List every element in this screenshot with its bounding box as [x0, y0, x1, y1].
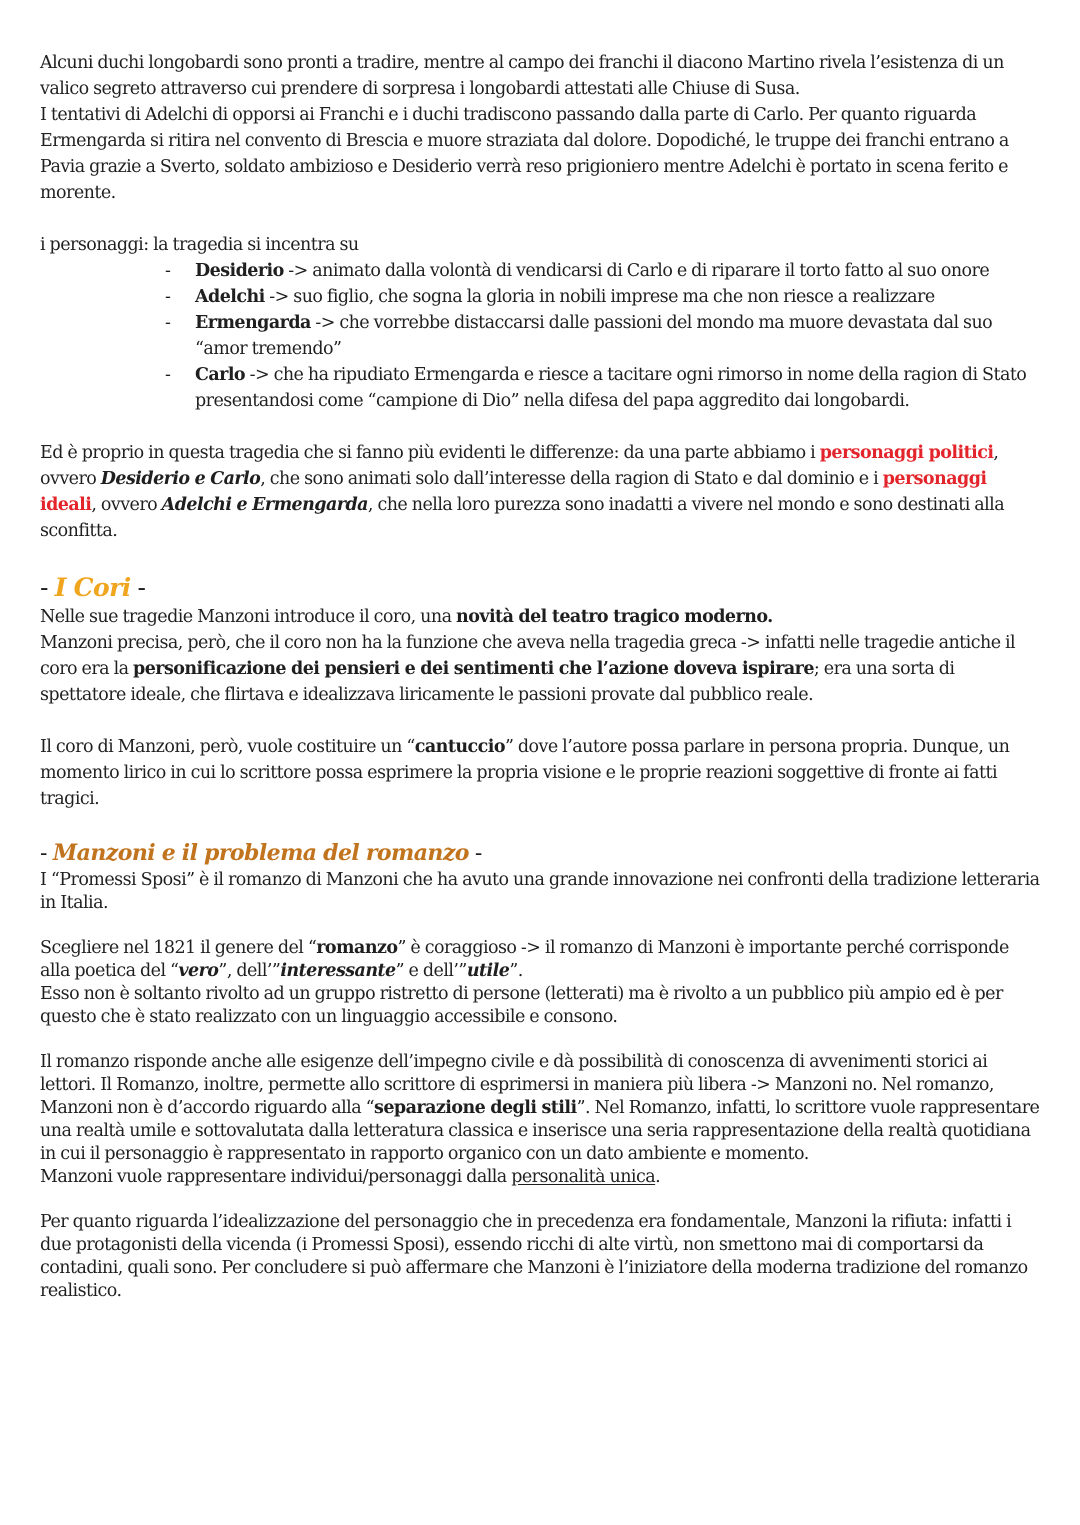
- cori-paragraph-1: Nelle sue tragedie Manzoni introduce il coro, una novità del teatro tragico moderno.: [40, 607, 773, 627]
- character-name: Adelchi: [195, 287, 265, 307]
- intro-paragraph-2: I tentativi di Adelchi di opporsi ai Franchi e i duchi tradiscono passando dalla parte di Carlo. Per quanto riguarda Ermengarda si ritira nel convento di Brescia e muore straziata dal dolore. Dopodiché, le truppe dei franchi entrano a Pavia grazie a Sverto, soldato ambizioso e Desiderio verrà reso prigioniero mentre Adelchi è portato in scena ferito e morente.: [40, 105, 1009, 203]
- political-characters-names: Desiderio e Carlo: [100, 469, 261, 489]
- bullet-dash: -: [165, 313, 171, 333]
- romanzo-paragraph-3: Esso non è soltanto rivolto ad un gruppo ristretto di persone (letterati) ma è rivolto a un pubblico più ampio ed è per questo che è stato realizzato con un linguaggio accessibile e consono.: [40, 984, 1003, 1027]
- character-description: -> animato dalla volontà di vendicarsi di Carlo e di riparare il torto fatto al suo onore: [283, 261, 990, 281]
- list-item: [165, 284, 1040, 310]
- romanzo-paragraph-2: Scegliere nel 1821 il genere del “romanzo” è coraggioso -> il romanzo di Manzoni è importante perché corrisponde alla poetica del “vero”, dell’”interessante” e dell’”utile”.: [40, 938, 1009, 981]
- section-title: Manzoni e il problema del romanzo: [52, 840, 469, 866]
- list-item: [165, 310, 1040, 362]
- section-heading-romanzo: - Manzoni e il problema del romanzo -: [40, 840, 482, 866]
- characters-lead: i personaggi: la tragedia si incentra su: [40, 235, 359, 255]
- list-item: [165, 258, 1040, 284]
- characters-list: [40, 258, 1040, 414]
- highlight-political-characters: personaggi politici: [819, 443, 994, 463]
- character-description: -> suo figlio, che sogna la gloria in nobili imprese ma che non riesce a realizzare: [264, 287, 935, 307]
- character-name: Ermengarda: [195, 313, 311, 333]
- section-heading-cori: - I Cori -: [40, 573, 146, 602]
- intro-paragraph-1: Alcuni duchi longobardi sono pronti a tradire, mentre al campo dei franchi il diacono Martino rivela l’esistenza di un valico segreto attraverso cui prendere di sorpresa i longobardi attestati alle Chiuse di Susa.: [40, 53, 1004, 99]
- differences-paragraph: Ed è proprio in questa tragedia che si fanno più evidenti le differenze: da una parte abbiamo i personaggi politici, ovvero Desiderio e Carlo, che sono animati solo dall’interesse della ragion di Stato e dal dominio e i personaggi ideali, ovvero Adelchi e Ermengarda, che nella loro purezza sono inadatti a vivere nel mondo e sono destinati alla sconfitta.: [40, 443, 1005, 541]
- section-title: I Cori: [54, 573, 131, 602]
- character-name: Desiderio: [195, 261, 284, 281]
- bullet-dash: -: [165, 365, 171, 385]
- list-item: [165, 362, 1040, 414]
- character-description: -> che vorrebbe distaccarsi dalle passioni del mondo ma muore devastata dal suo “amor tremendo”: [195, 313, 993, 359]
- underlined-phrase: personalità unica: [511, 1167, 656, 1187]
- cori-paragraph-3: Il coro di Manzoni, però, vuole costituire un “cantuccio” dove l’autore possa parlare in persona propria. Dunque, un momento lirico in cui lo scrittore possa esprimere la propria visione e le proprie reazioni soggettive di fronte ai fatti tragici.: [40, 737, 1010, 809]
- romanzo-paragraph-6: Per quanto riguarda l’idealizzazione del personaggio che in precedenza era fondamentale, Manzoni la rifiuta: infatti i due protagonisti della vicenda (i Promessi Sposi), essendo ricchi di alte virtù, non smettono mai di comportarsi da contadini, quali sono. Per concludere si può affermare che Manzoni è l’iniziatore della moderna tradizione del romanzo realistico.: [40, 1212, 1028, 1301]
- bullet-dash: -: [165, 261, 171, 281]
- cori-paragraph-2: Manzoni precisa, però, che il coro non ha la funzione che aveva nella tragedia greca -> infatti nelle tragedie antiche il coro era la personificazione dei pensieri e dei sentimenti che l’azione doveva ispirare; era una sorta di spettatore ideale, che flirtava e idealizzava liricamente le passioni provate dal pubblico reale.: [40, 633, 1016, 705]
- bullet-dash: -: [165, 287, 171, 307]
- character-name: Carlo: [195, 365, 246, 385]
- romanzo-paragraph-5: Manzoni vuole rappresentare individui/personaggi dalla personalità unica.: [40, 1167, 661, 1187]
- romanzo-paragraph-1: I “Promessi Sposi” è il romanzo di Manzoni che ha avuto una grande innovazione nei confronti della tradizione letteraria in Italia.: [40, 870, 1040, 913]
- highlight-ideal-characters: personaggi ideali: [40, 469, 987, 515]
- ideal-characters-names: Adelchi e Ermengarda: [161, 495, 368, 515]
- romanzo-paragraph-4: Il romanzo risponde anche alle esigenze dell’impegno civile e dà possibilità di conoscenza di avvenimenti storici ai lettori. Il Romanzo, inoltre, permette allo scrittore di esprimersi in maniera più libera -> Manzoni no. Nel romanzo, Manzoni non è d’accordo riguardo alla “separazione degli stili”. Nel Romanzo, infatti, lo scrittore vuole rappresentare una realtà umile e sottovalutata dalla letteratura classica e inserisce una seria rappresentazione della realtà quotidiana in cui il personaggio è rappresentato in rapporto organico con un dato ambiente e momento.: [40, 1052, 1040, 1164]
- character-description: -> che ha ripudiato Ermengarda e riesce a tacitare ogni rimorso in nome della ragion di Stato presentandosi come “campione di Dio” nella difesa del papa aggredito dai longobardi.: [195, 365, 1027, 411]
